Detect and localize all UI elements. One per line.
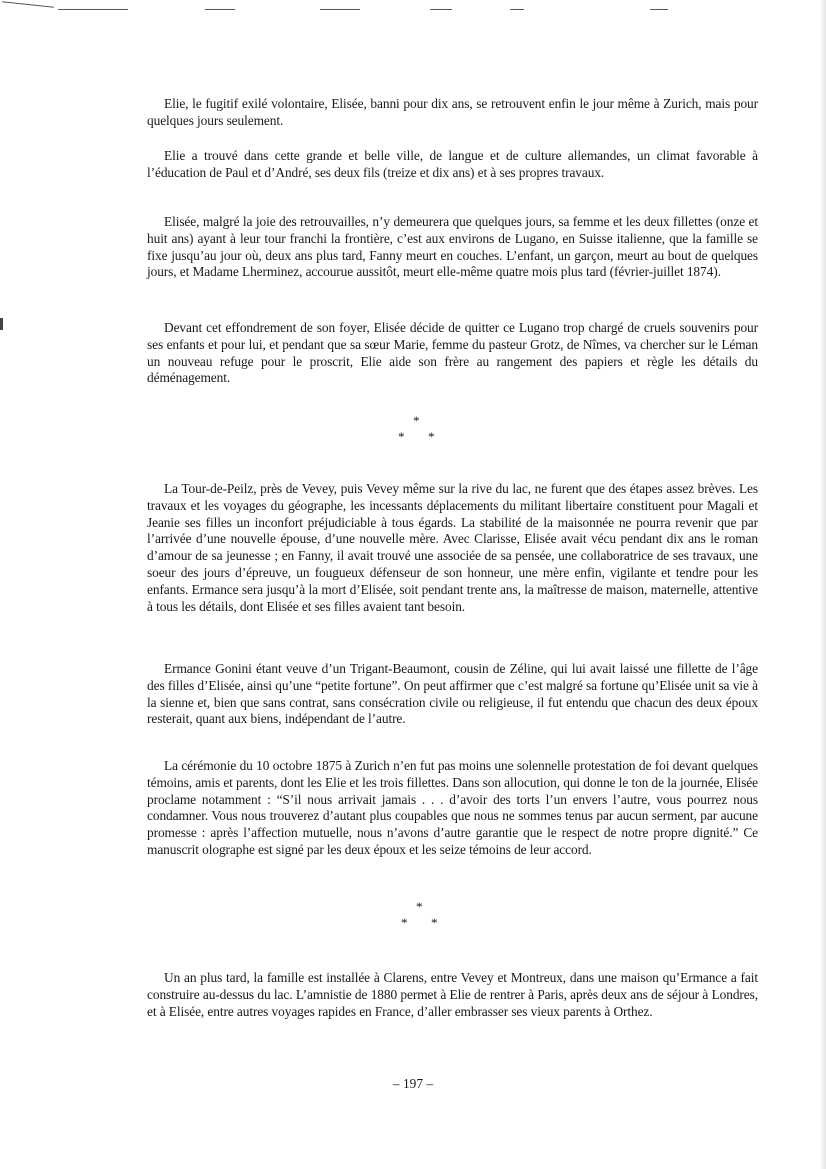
scan-dash	[510, 9, 524, 10]
asterisk-glyph: *	[413, 413, 420, 428]
scan-edge-top	[0, 0, 826, 14]
paragraph: Un an plus tard, la famille est installée à Clarens, entre Vevey et Montreux, dans une maison qu’Ermance a fait construire au-dessus du lac. L’amnistie de 1880 permet à Elie de rentrer à Paris, après deux ans de séjour à Londres, et à Elisée, entre autres voyages rapides en France, d’aller embrasser ses vieux parents à Orthez.	[147, 970, 758, 1019]
asterisk-glyph: *	[431, 915, 438, 930]
asterisk-glyph: *	[401, 915, 408, 930]
paragraph: La cérémonie du 10 octobre 1875 à Zurich n’en fut pas moins une solennelle protestation de foi devant quelques témoins, amis et parents, dont les Elie et les trois fillettes. Dans son allocution, qui donne le ton de la journée, Elisée proclame notamment : “S’il nous arrivait jamais . . . d’avoir des torts l’un envers l’autre, vous pourrez nous condamner. Vous nous trouverez d’autant plus coupables que nous ne sommes tenus par aucun serment, par aucune promesse : après l’affection mutuelle, nous n’avons d’autre garantie que le respect de notre propre dignité.” Ce manuscrit olographe est signé par les deux époux et les seize témoins de leur accord.	[147, 758, 758, 857]
asterisk-glyph: *	[398, 429, 405, 444]
paragraph: La Tour-de-Peilz, près de Vevey, puis Vevey même sur la rive du lac, ne furent que des étapes assez brèves. Les travaux et les voyages du géographe, les incessants déplacements du militant libertaire constituent pour Magali et Jeanie ses filles un inconfort préjudiciable à tous égards. La stabilité de la maisonnée ne pourra revenir que par l’arrivée d’une nouvelle épouse, d’une nouvelle mère. Avec Clarisse, Elisée avait vécu pendant dix ans le roman d’amour de sa jeunesse ; en Fanny, il avait trouvé une associée de sa pensée, une collaboratrice de ses travaux, une soeur des jours d’épreuve, un fougueux défenseur de son honneur, une mère enfin, vigilante et tendre pour les enfants. Ermance sera jusqu’à la mort d’Elisée, soit pendant trente ans, la maîtresse de maison, maternelle, attentive à tous les détails, dont Elisée et ses filles avaient tant besoin.	[147, 481, 758, 614]
paragraph: Devant cet effondrement de son foyer, Elisée décide de quitter ce Lugano trop chargé de cruels souvenirs pour ses enfants et pour lui, et pendant que sa sœur Marie, femme du pasteur Grotz, de Nîmes, va chercher sur le Léman un nouveau refuge pour le proscrit, Elie aide son frère au rangement des papiers et règle les détails du déménagement.	[147, 320, 758, 386]
paragraph: Ermance Gonini étant veuve d’un Trigant-Beaumont, cousin de Zéline, qui lui avait laissé une fillette de l’âge des filles d’Elisée, ainsi qu’une “petite fortune”. On peut affirmer que c’est malgré sa fortune qu’Elisée unit sa vie à la sienne et, bien que sans contrat, sans consécration civile ou religieuse, il fut entendu que chacun des deux époux resterait, quant aux biens, indépendant de l’autre.	[147, 661, 758, 727]
scan-dash	[430, 9, 452, 10]
scan-dash	[2, 1, 54, 7]
paragraph: Elie, le fugitif exilé volontaire, Elisée, banni pour dix ans, se retrouvent enfin le jour même à Zurich, mais pour quelques jours seulement.	[147, 96, 758, 128]
scan-edge-mark	[0, 318, 3, 330]
section-separator	[386, 414, 446, 448]
asterisk-glyph: *	[428, 429, 435, 444]
paragraph: Elie a trouvé dans cette grande et belle ville, de langue et de culture allemandes, un climat favorable à l’éducation de Paul et d’André, ses deux fils (treize et dix ans) et à ses propres travaux.	[147, 148, 758, 180]
scan-dash	[320, 9, 360, 10]
page-number: – 197 –	[392, 1076, 434, 1091]
scan-edge-right	[820, 0, 826, 1169]
scan-dash	[58, 9, 128, 10]
scan-dash	[205, 9, 235, 10]
section-separator	[391, 900, 451, 934]
paragraph: Elisée, malgré la joie des retrouvailles, n’y demeurera que quelques jours, sa femme et les deux fillettes (onze et huit ans) ayant à leur tour franchi la frontière, c’est aux environs de Lugano, en Suisse italienne, que la famille se fixe jusqu’au jour où, deux ans plus tard, Fanny meurt en couches. L’enfant, un garçon, meurt au bout de quelques jours, et Madame Lherminez, accourue aussitôt, meurt elle-même quatre mois plus tard (février-juillet 1874).	[147, 214, 758, 280]
asterisk-glyph: *	[416, 899, 423, 914]
scan-dash	[650, 9, 668, 10]
